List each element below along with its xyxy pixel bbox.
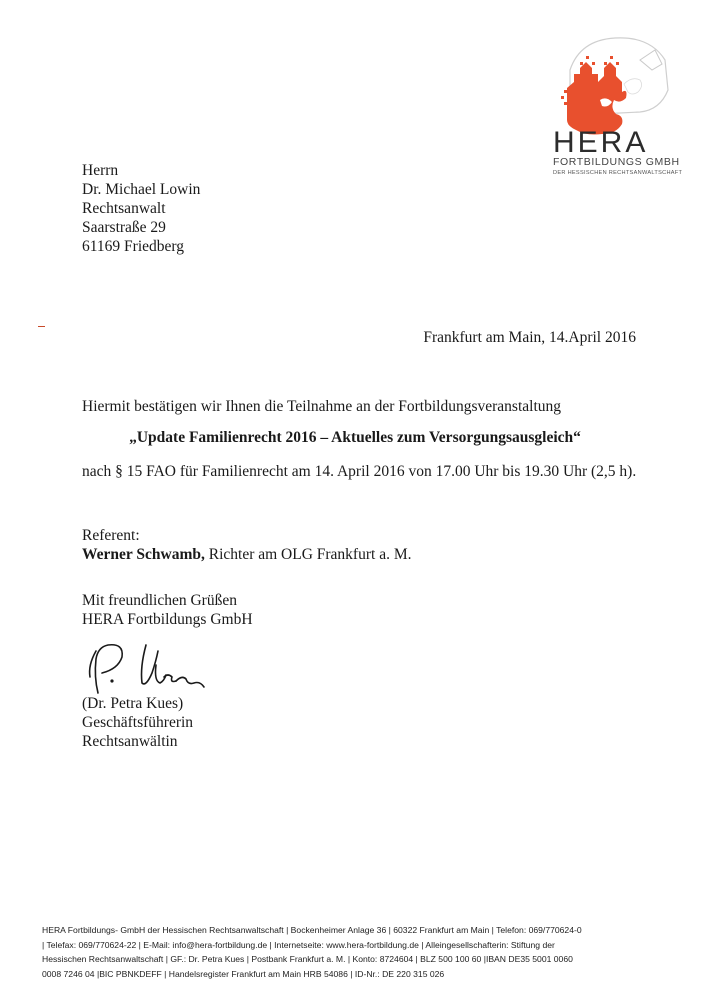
logo-wordmark: HERA [553, 126, 649, 159]
signer-title: Geschäftsführerin [82, 714, 194, 731]
speaker-line [82, 545, 411, 564]
footer-line-3: Hessischen Rechtsanwaltschaft | GF.: Dr. Petra Kues | Postbank Frankfurt a. M. | Konto: 8724604 | BLZ 500 100 60 |IBAN DE35 5001 0060 [42, 954, 573, 964]
letter-date: Frankfurt am Main, 14.April 2016 [423, 329, 636, 346]
logo-tagline: DER HESSISCHEN RECHTSANWALTSCHAFT [553, 170, 683, 176]
closing-greeting: Mit freundlichen Grüßen [82, 592, 237, 609]
footer-line-4: 0008 7246 04 |BIC PBNKDEFF | Handelsregister Frankfurt am Main HRB 54086 | ID-Nr.: DE 220 315 026 [42, 968, 445, 979]
closing-block [82, 591, 253, 629]
event-title: „Update Familienrecht 2016 – Aktuelles zum Versorgungsausgleich“ [129, 429, 581, 446]
fold-mark [38, 326, 45, 327]
letter-footer [42, 923, 692, 981]
recipient-address [82, 161, 200, 256]
signer-name: (Dr. Petra Kues) [82, 695, 184, 712]
event-detail: nach § 15 FAO für Familienrecht am 14. April 2016 von 17.00 Uhr bis 19.30 Uhr (2,5 h). [82, 463, 637, 480]
intro-text: Hiermit bestätigen wir Ihnen die Teilnahme an der Fortbildungsveranstaltung [82, 398, 562, 415]
speaker-label: Referent: [82, 527, 140, 544]
handwritten-signature [84, 637, 214, 695]
signer-block [82, 694, 193, 751]
speaker-name: Werner Schwamb, [82, 546, 205, 563]
recipient-profession: Rechtsanwalt [82, 200, 166, 217]
signer-role: Rechtsanwältin [82, 733, 178, 750]
closing-company: HERA Fortbildungs GmbH [82, 611, 253, 628]
recipient-street: Saarstraße 29 [82, 219, 166, 236]
recipient-salutation: Herrn [82, 162, 119, 179]
footer-line-1: HERA Fortbildungs- GmbH der Hessischen Rechtsanwaltschaft | Bockenheimer Anlage 36 | 60322 Frankfurt am Main | Telefon: 069/770624-0 [42, 925, 582, 935]
speaker-role: Richter am OLG Frankfurt a. M. [204, 546, 412, 563]
speaker-block [82, 526, 411, 564]
footer-line-2: | Telefax: 069/770624-22 | E-Mail: info@hera-fortbildung.de | Internetseite: www.hera-fortbildung.de | Alleingesellschafterin: Stiftung der [42, 939, 555, 950]
recipient-name: Dr. Michael Lowin [82, 181, 201, 198]
recipient-city: 61169 Friedberg [82, 238, 185, 255]
logo-subtitle: FORTBILDUNGS GMBH [553, 156, 680, 168]
